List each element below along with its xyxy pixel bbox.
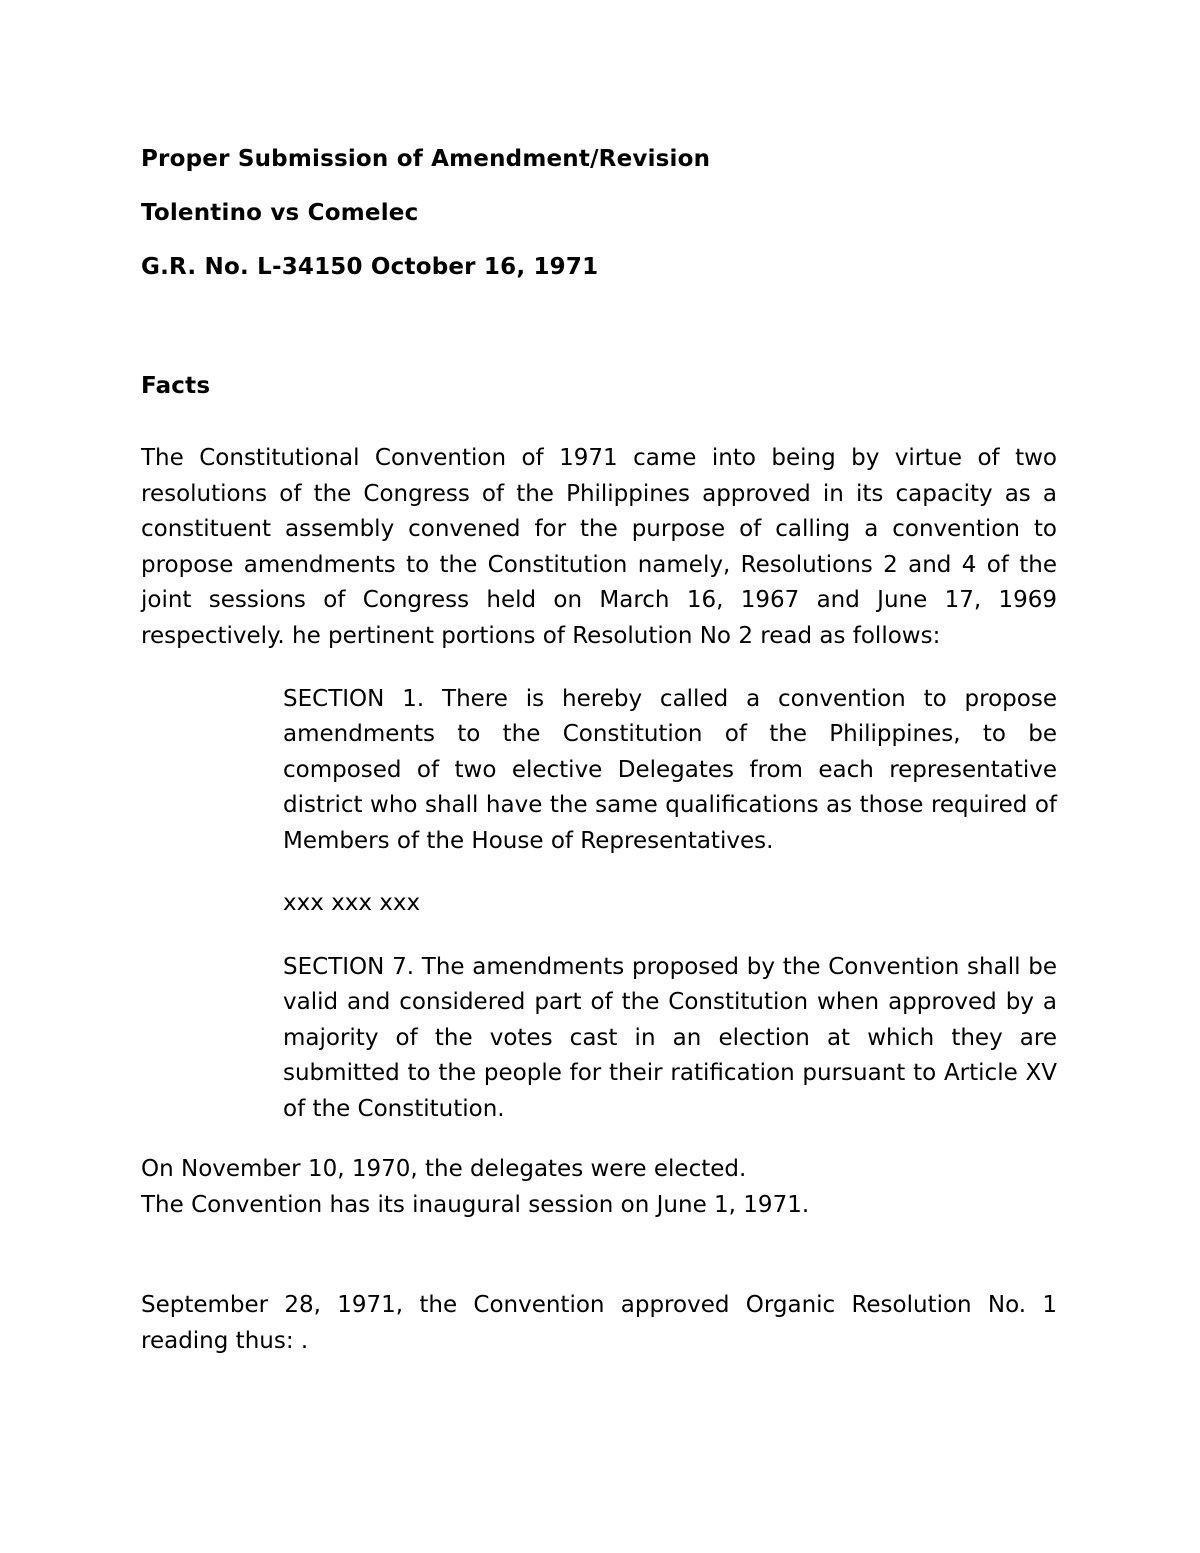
organic-resolution-paragraph: September 28, 1971, the Convention approved Organic Resolution No. 1 reading thus: . <box>141 1292 1057 1354</box>
case-citation: G.R. No. L-34150 October 16, 1971 <box>141 254 599 280</box>
section-7-quote: SECTION 7. The amendments proposed by the Convention shall be valid and considered part of the Constitution when approved by a majority of the votes cast in an election at which they are submitted to the people for their ratification pursuant to Article XV of the Constitution. <box>283 954 1057 1122</box>
election-line: On November 10, 1970, the delegates were elected. <box>141 1156 747 1182</box>
case-name: Tolentino vs Comelec <box>141 200 419 226</box>
section-1-quote: SECTION 1. There is hereby called a convention to propose amendments to the Constitution of the Philippines, to be composed of two elective Delegates from each representative district who shall have the same qualifications as those required of Members of the House of Representatives. <box>283 686 1057 854</box>
document-title: Proper Submission of Amendment/Revision <box>141 146 711 172</box>
inaugural-line: The Convention has its inaugural session on June 1, 1971. <box>141 1192 810 1218</box>
facts-paragraph: The Constitutional Convention of 1971 came into being by virtue of two resolutions of the Congress of the Philippines approved in its capacity as a constituent assembly convened for the purpose of calling a convention to propose amendments to the Constitution namely, Resolutions 2 and 4 of the joint sessions of Congress held on March 16, 1967 and June 17, 1969 respectively. he pertinent portions of Resolution No 2 read as follows: <box>141 445 1057 649</box>
ellipsis-separator: xxx xxx xxx <box>283 890 421 916</box>
facts-heading: Facts <box>141 373 211 399</box>
